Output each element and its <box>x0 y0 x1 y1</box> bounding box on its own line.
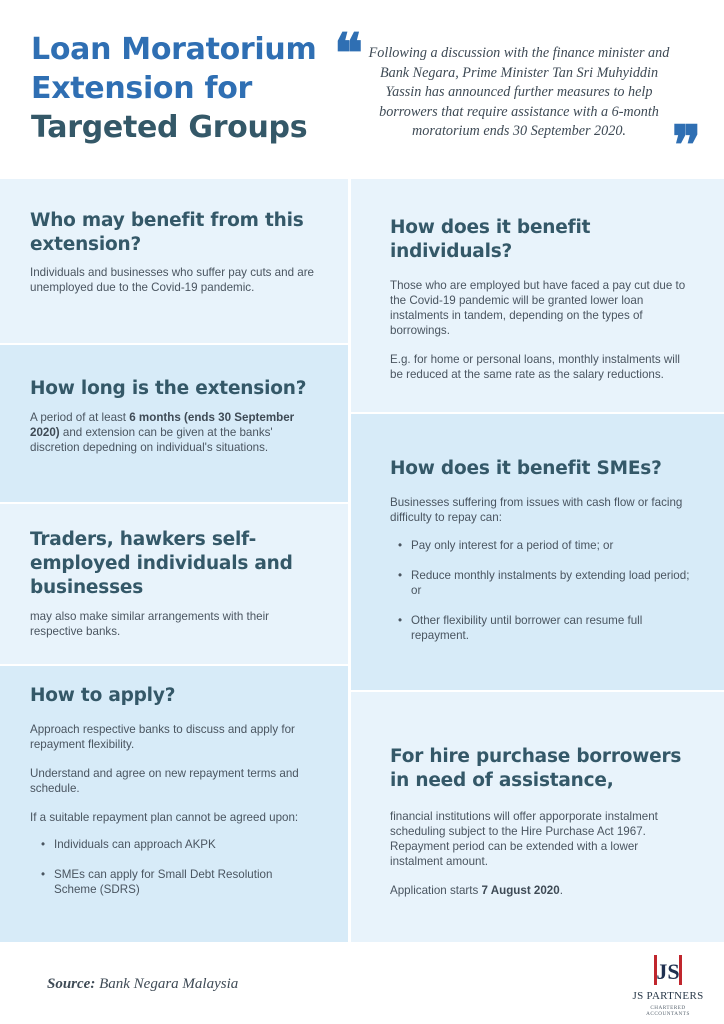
list-item: • Other flexibility until borrower can resume full repayment. <box>411 613 694 643</box>
page-title <box>31 30 331 147</box>
how-long-body-bold: 6 months (ends 30 September 2020) <box>30 411 295 439</box>
how-long-body <box>30 410 318 455</box>
smes-heading: How does it benefit SMEs? <box>390 458 662 479</box>
logo-tagline: CHARTERED ACCOUNTANTS <box>646 1005 690 1017</box>
smes-list <box>390 538 694 643</box>
header <box>0 0 724 178</box>
hire-p2-suffix: . <box>559 884 563 897</box>
open-quote-icon: ❝ <box>334 21 364 85</box>
how-long-body-prefix: A period of at least <box>30 411 130 424</box>
title-line-1: Loan Moratorium <box>31 32 317 67</box>
title-line-2: Extension for <box>31 71 252 106</box>
logo-letters: JS <box>656 959 680 984</box>
logo-name: JS PARTNERS <box>632 990 704 1002</box>
who-heading: Who may benefit from this extension? <box>30 210 304 255</box>
panel-how-to-apply <box>0 666 348 942</box>
traders-heading: Traders, hawkers self-employed individuals and businesses <box>30 529 293 598</box>
source-value: Bank Negara Malaysia <box>95 976 239 992</box>
panel-how-long <box>0 345 348 502</box>
panel-hire-purchase <box>351 692 724 942</box>
panel-benefit-smes <box>351 414 724 690</box>
how-long-heading: How long is the extension? <box>30 378 307 399</box>
source-label: Source: <box>47 976 96 992</box>
individuals-p1: Those who are employed but have faced a pay cut due to the Covid-19 pandemic will be granted lower loan instalments in tandem, depending on the types of borrowings. <box>390 279 686 337</box>
hire-p2-bold: 7 August 2020 <box>481 884 560 897</box>
who-body: Individuals and businesses who suffer pay cuts and are unemployed due to the Covid-19 pandemic. <box>30 266 315 294</box>
panel-benefit-individuals <box>351 179 724 412</box>
apply-p3: If a suitable repayment plan cannot be agreed upon: <box>30 811 299 824</box>
apply-p2: Understand and agree on new repayment terms and schedule. <box>30 767 299 795</box>
close-quote-icon: ❞ <box>672 113 702 177</box>
hire-p1: financial institutions will offer apporporate instalment scheduling subject to the Hire Purchase Act 1967. Repayment period can be extended with a lower instalment amount. <box>390 810 658 868</box>
quote-text: Following a discussion with the finance minister and Bank Negara, Prime Minister Tan Sri Muhyiddin Yassin has announced further measures to help borrowers that require assistance with a 6-month moratorium ends 30 September 2020. <box>368 45 670 139</box>
individuals-heading: How does it benefit individuals? <box>390 217 591 262</box>
js-partners-logo <box>628 952 708 1016</box>
source-note <box>47 976 238 993</box>
smes-p1: Businesses suffering from issues with cash flow or facing difficulty to repay can: <box>390 496 683 524</box>
list-item: • Individuals can approach AKPK <box>54 837 318 852</box>
how-long-body-suffix: and extension can be given at the banks' discretion depedning on individual's situations. <box>30 426 273 454</box>
hire-p2-prefix: Application starts <box>390 884 482 897</box>
apply-p1: Approach respective banks to discuss and apply for repayment flexibility. <box>30 723 295 751</box>
js-partners-logo-icon <box>650 952 686 988</box>
list-item: • SMEs can apply for Small Debt Resolution Scheme (SDRS) <box>54 867 318 897</box>
apply-heading: How to apply? <box>30 685 176 706</box>
panel-traders <box>0 504 348 664</box>
list-item: • Reduce monthly instalments by extending load period; or <box>411 568 694 598</box>
traders-body: may also make similar arrangements with their respective banks. <box>30 610 270 638</box>
list-item: • Pay only interest for a period of time; or <box>411 538 694 553</box>
hire-heading: For hire purchase borrowers in need of assistance, <box>390 746 682 791</box>
hire-p2 <box>390 883 694 898</box>
individuals-p2: E.g. for home or personal loans, monthly instalments will be reduced at the same rate as the salary reductions. <box>390 353 680 381</box>
title-line-3: Targeted Groups <box>31 110 308 145</box>
panel-who-may-benefit <box>0 179 348 343</box>
apply-list <box>30 837 318 897</box>
